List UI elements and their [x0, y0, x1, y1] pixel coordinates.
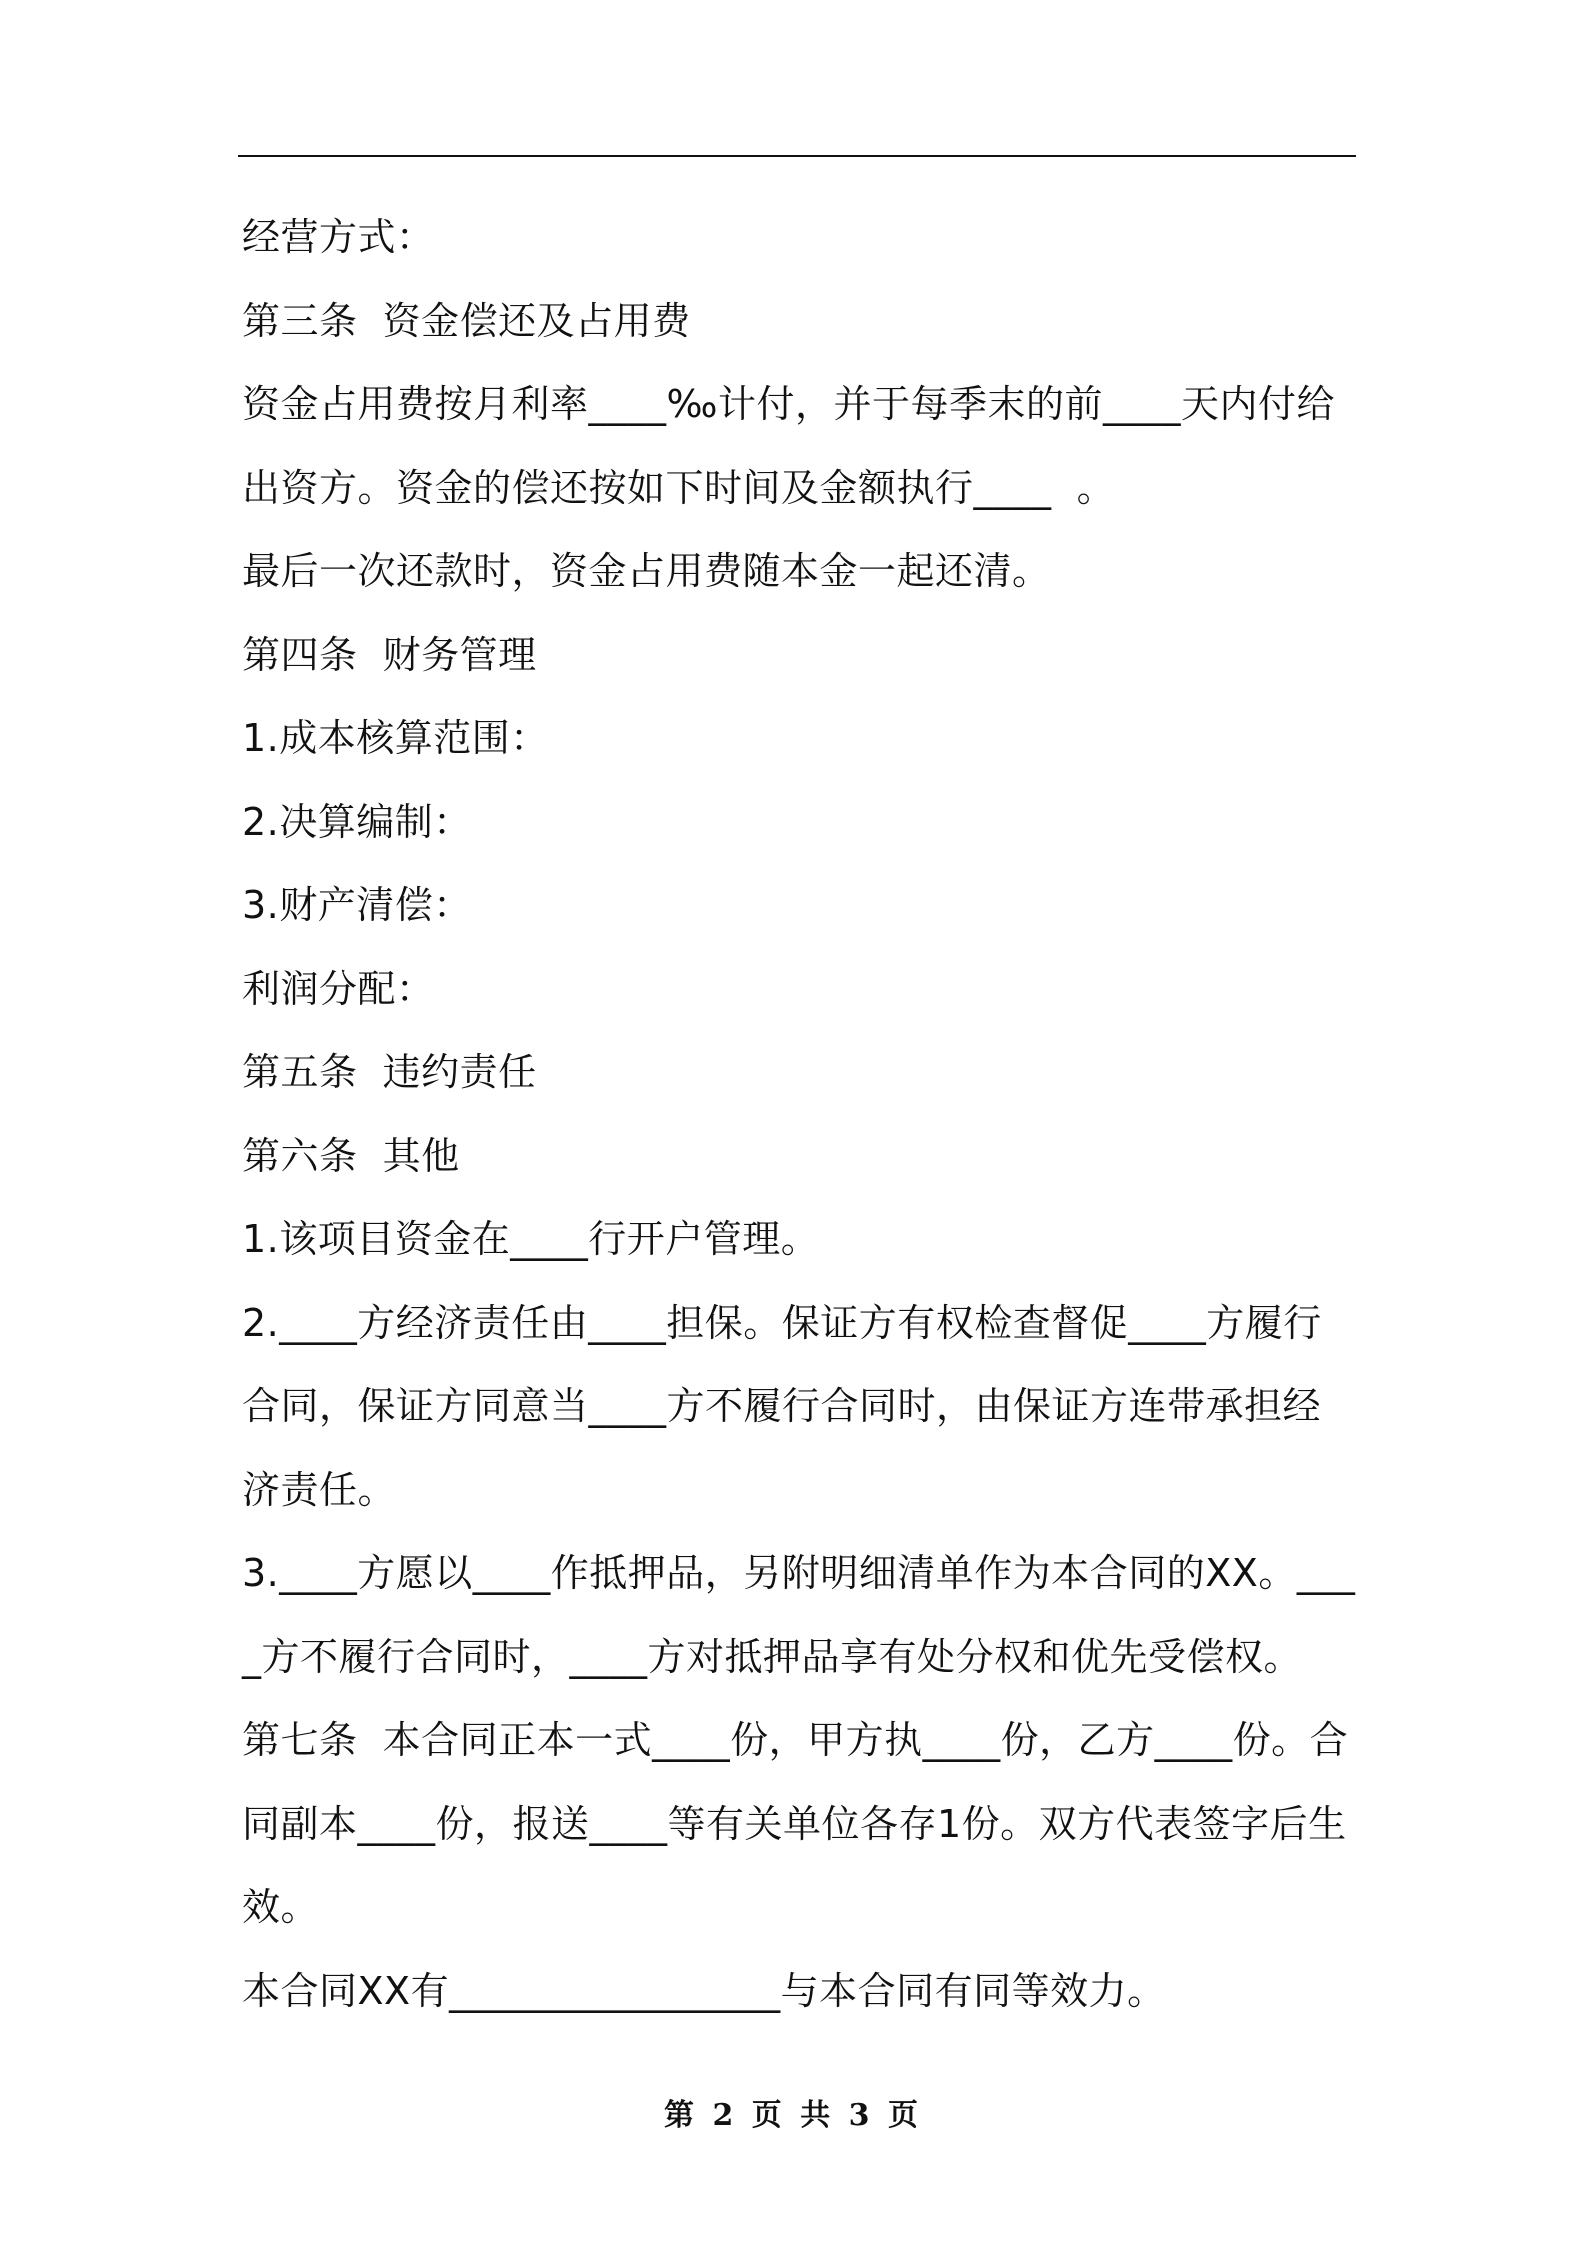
paragraph-business-mode: 经营方式：	[242, 215, 435, 259]
paragraph-collateral: 3.____方愿以____作抵押品，另附明细清单作为本合同的XX。____方不履行合同时，____方对抵押品享有处分权和优先受偿权。	[242, 1551, 1356, 1679]
heading-article-7: 第七条 本合同正本一式____份，甲方执____份，乙方____份。合同副本____份，报送____等有关单位各存1份。双方代表签字后生效。	[242, 1718, 1349, 1929]
heading-article-3: 第三条 资金偿还及占用费	[242, 298, 691, 343]
paragraph-final-repayment: 最后一次还款时，资金占用费随本金一起还清。	[242, 549, 1051, 593]
paragraph-final-accounts: 2.决算编制：	[242, 799, 472, 844]
heading-article-4: 第四条 财务管理	[242, 632, 537, 677]
paragraph-bank-account: 1.该项目资金在____行开户管理。	[242, 1217, 820, 1261]
paragraph-cost-accounting: 1.成本核算范围：	[242, 716, 549, 760]
page-number: 第 2 页 共 3 页	[664, 2098, 922, 2133]
heading-article-5: 第五条 违约责任	[242, 1050, 537, 1094]
paragraph-property-settlement: 3.财产清偿：	[242, 883, 472, 927]
header-divider	[238, 155, 1356, 157]
paragraph-guarantee: 2.____方经济责任由____担保。保证方有权检查督促____方履行合同，保证方同意当____方不履行合同时，由保证方连带承担经济责任。	[242, 1300, 1322, 1512]
paragraph-fund-fee: 资金占用费按月利率____‰计付，并于每季末的前____天内付给出资方。资金的偿还按如下时间及金额执行____ 。	[242, 382, 1335, 510]
heading-article-6: 第六条 其他	[242, 1133, 460, 1178]
paragraph-profit-distribution: 利润分配：	[242, 966, 435, 1011]
document-body	[242, 196, 1356, 2033]
paragraph-annex-validity: 本合同XX有_________________与本合同有同等效力。	[242, 1968, 1166, 2013]
